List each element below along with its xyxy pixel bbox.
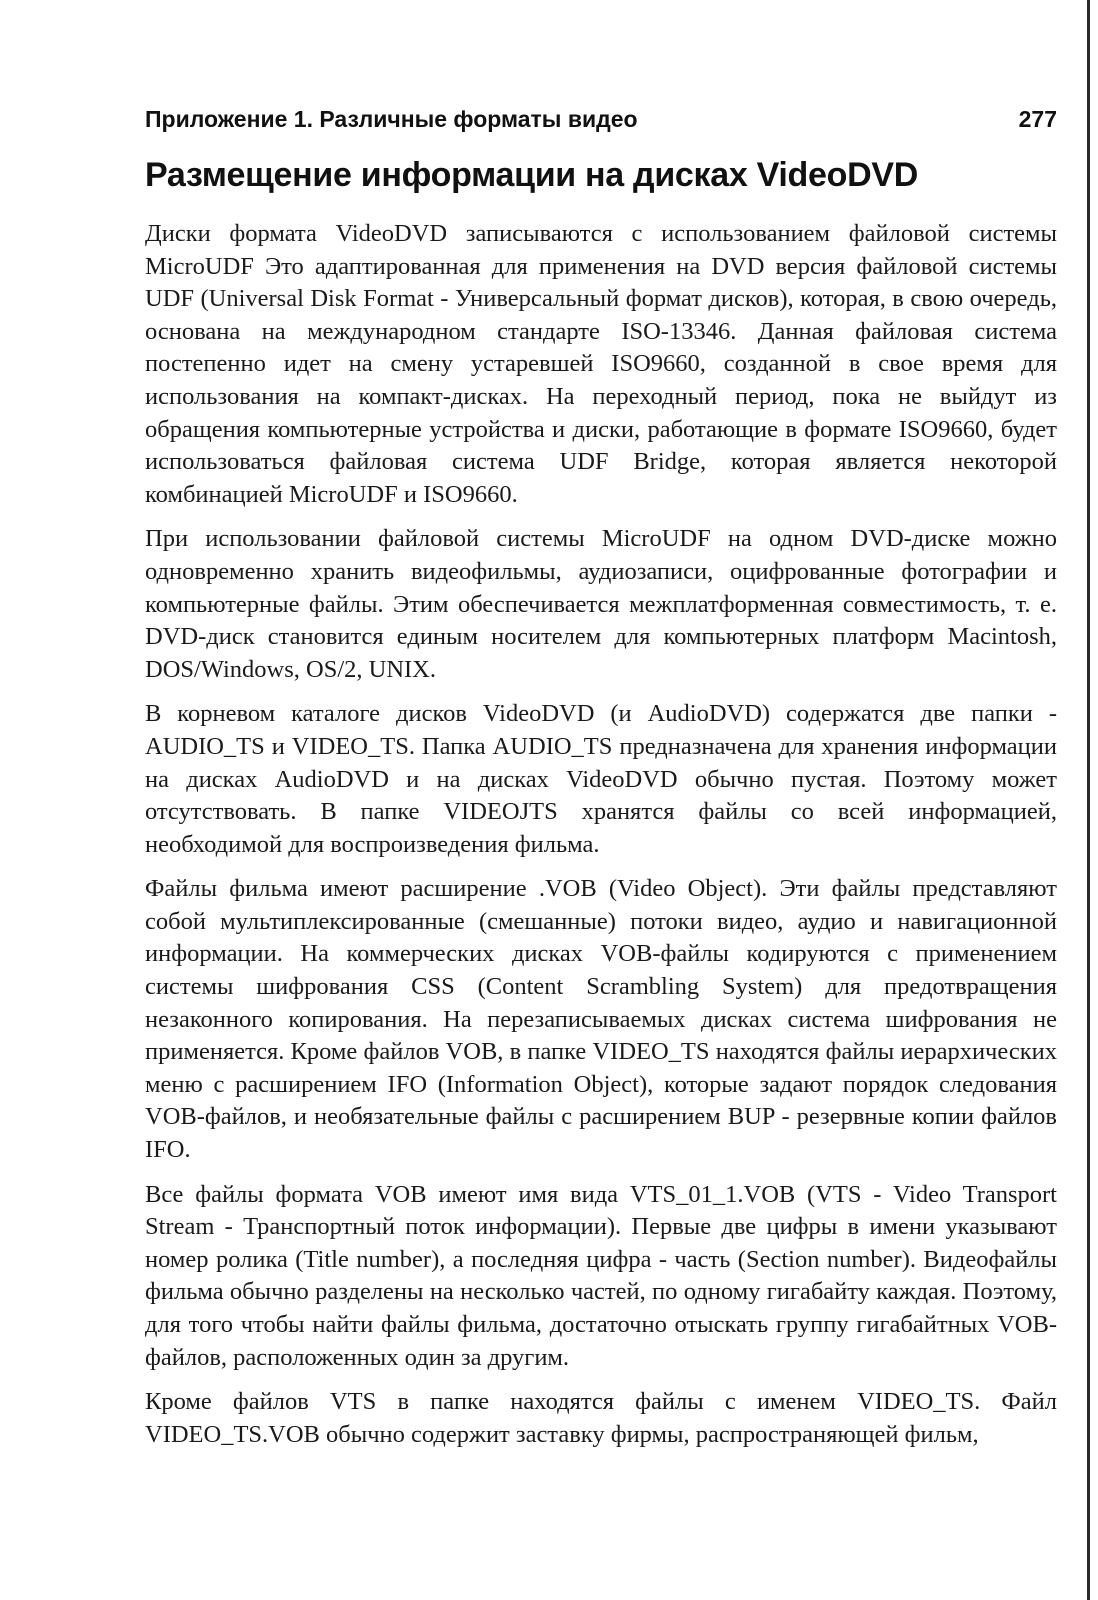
page-edge-line <box>1087 0 1090 1600</box>
paragraph: Диски формата VideoDVD записываются с использованием файловой системы MicroUDF Это адаптированная для применения на DVD версия файловой системы UDF (Universal Disk Format - Универсальный формат дисков), которая, в свою очередь, основана на международном стандарте ISO-13346. Данная файловая система постепенно идет на смену устаревшей ISO9660, созданной в свое время для использования на компакт-дисках. На переходный период, пока не выйдут из обращения компьютерные устройства и диски, работающие в формате ISO9660, будет использоваться файловая система UDF Bridge, которая является некоторой комбинацией MicroUDF и ISO9660. <box>145 220 1057 508</box>
running-head <box>145 106 1057 140</box>
paragraph: Кроме файлов VTS в папке находятся файлы с именем VIDEO_TS. Файл VIDEO_TS.VOB обычно содержит заставку фирмы, распространяющей фильм, <box>145 1388 1057 1448</box>
page-number: 277 <box>1018 106 1057 132</box>
chapter-title: Приложение 1. Различные форматы видео <box>145 106 638 132</box>
body-text <box>145 218 1057 1463</box>
paragraph: При использовании файловой системы MicroUDF на одном DVD-диске можно одновременно хранить видеофильмы, аудиозаписи, оцифрованные фотографии и компьютерные файлы. Этим обеспечивается межплатформенная совместимость, т. е. DVD-диск становится единым носителем для компьютерных платформ Macintosh, DOS/Windows, OS/2, UNIX. <box>145 525 1057 683</box>
paragraph: Файлы фильма имеют расширение .VOB (Video Object). Эти файлы представляют собой мультиплексированные (смешанные) потоки видео, аудио и навигационной информации. На коммерческих дисках VOB-файлы кодируются с применением системы шифрования CSS (Content Scrambling System) для предотвращения незаконного копирования. На перезаписываемых дисках система шифрования не применяется. Кроме файлов VOB, в папке VIDEO_TS находятся файлы иерархических меню с расширением IFO (Information Object), которые задают порядок следования VOB-файлов, и необязательные файлы с расширением BUP - резервные копии файлов IFO. <box>145 875 1057 1164</box>
section-title: Размещение информации на дисках VideoDVD <box>145 156 918 194</box>
paragraph: Все файлы формата VOB имеют имя вида VTS_01_1.VOB (VTS - Video Transport Stream - Транспортный поток информации). Первые две цифры в имени указывают номер ролика (Title number), а последняя цифра - часть (Section number). Видеофайлы фильма обычно разделены на несколько частей, по одному гигабайту каждая. Поэтому, для того чтобы найти файлы фильма, достаточно отыскать группу гигабайтных VOB-файлов, расположенных один за другим. <box>145 1180 1057 1371</box>
paragraph: В корневом каталоге дисков VideoDVD (и AudioDVD) содержатся две папки - AUDIO_TS и VIDEO_TS. Папка AUDIO_TS предназначена для хранения информации на дисках AudioDVD и на дисках VideoDVD обычно пустая. Поэтому может отсутствовать. В папке VIDEOJTS хранятся файлы со всей информацией, необходимой для воспроизведения фильма. <box>145 700 1057 858</box>
